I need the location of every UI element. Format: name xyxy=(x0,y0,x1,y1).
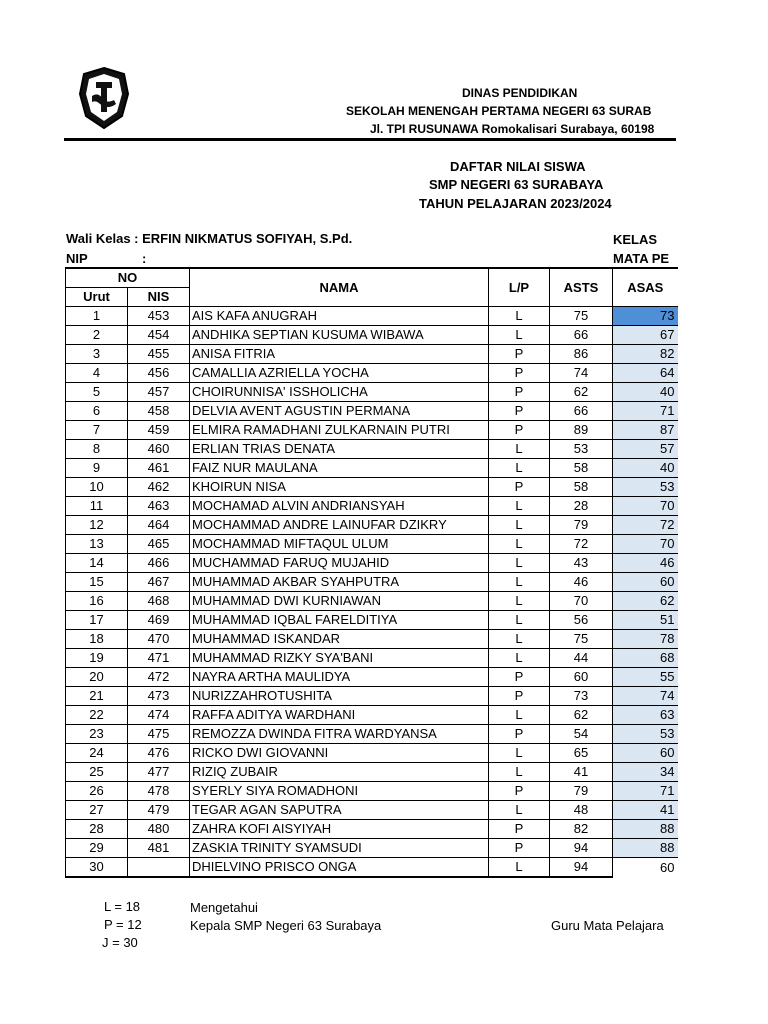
cell-asas[interactable]: 53 xyxy=(613,478,678,497)
cell-nis[interactable]: 473 xyxy=(128,687,190,706)
header-nis: NIS xyxy=(128,288,190,307)
cell-nis[interactable]: 466 xyxy=(128,554,190,573)
cell-asas[interactable]: 55 xyxy=(613,668,678,687)
table-row xyxy=(66,706,678,725)
cell-lp[interactable]: L xyxy=(489,516,550,535)
summary-female: P = 12 xyxy=(104,917,142,932)
cell-urut[interactable]: 26 xyxy=(66,782,128,801)
signature-mengetahui: Mengetahui xyxy=(190,900,258,915)
cell-asts[interactable]: 43 xyxy=(550,554,613,573)
cell-asas[interactable]: 70 xyxy=(613,535,678,554)
table-row xyxy=(66,383,678,402)
cell-urut[interactable]: 8 xyxy=(66,440,128,459)
cell-nis[interactable]: 480 xyxy=(128,820,190,839)
cell-asas[interactable]: 67 xyxy=(613,326,678,345)
cell-nis[interactable]: 476 xyxy=(128,744,190,763)
table-row xyxy=(66,725,678,744)
cell-asts[interactable]: 89 xyxy=(550,421,613,440)
table-row xyxy=(66,554,678,573)
table-row xyxy=(66,801,678,820)
cell-asas[interactable]: 46 xyxy=(613,554,678,573)
header-lp: L/P xyxy=(489,268,550,307)
cell-asts[interactable]: 56 xyxy=(550,611,613,630)
table-row xyxy=(66,535,678,554)
cell-nama[interactable]: FAIZ NUR MAULANA xyxy=(190,459,489,478)
cell-nis[interactable]: 469 xyxy=(128,611,190,630)
cell-asas[interactable]: 34 xyxy=(613,763,678,782)
cell-urut[interactable]: 1 xyxy=(66,307,128,326)
cell-nis[interactable]: 475 xyxy=(128,725,190,744)
kelas-label: KELAS xyxy=(613,232,658,247)
table-row xyxy=(66,364,678,383)
cell-nama[interactable]: REMOZZA DWINDA FITRA WARDYANSA xyxy=(190,725,489,744)
cell-nama[interactable]: DHIELVINO PRISCO ONGA xyxy=(190,858,489,878)
cell-nama[interactable]: SYERLY SIYA ROMADHONI xyxy=(190,782,489,801)
table-row xyxy=(66,516,678,535)
signature-kepala: Kepala SMP Negeri 63 Surabaya xyxy=(190,918,382,933)
grades-table-body xyxy=(66,307,678,878)
table-row xyxy=(66,573,678,592)
school-emblem-logo xyxy=(78,66,130,130)
grades-table xyxy=(65,267,678,878)
cell-nis[interactable]: 458 xyxy=(128,402,190,421)
table-row xyxy=(66,839,678,858)
cell-asas[interactable]: 88 xyxy=(613,820,678,839)
cell-asas[interactable]: 53 xyxy=(613,725,678,744)
cell-nama[interactable]: MOCHAMAD ALVIN ANDRIANSYAH xyxy=(190,497,489,516)
cell-asas[interactable]: 62 xyxy=(613,592,678,611)
cell-urut[interactable]: 2 xyxy=(66,326,128,345)
cell-lp[interactable]: L xyxy=(489,459,550,478)
cell-urut[interactable]: 7 xyxy=(66,421,128,440)
cell-asas[interactable]: 88 xyxy=(613,839,678,858)
cell-lp[interactable]: P xyxy=(489,364,550,383)
cell-urut[interactable]: 29 xyxy=(66,839,128,858)
header-urut: Urut xyxy=(66,288,128,307)
cell-nis[interactable]: 463 xyxy=(128,497,190,516)
cell-urut[interactable]: 16 xyxy=(66,592,128,611)
cell-urut[interactable]: 10 xyxy=(66,478,128,497)
cell-asts[interactable]: 53 xyxy=(550,440,613,459)
cell-urut[interactable]: 20 xyxy=(66,668,128,687)
header-nama: NAMA xyxy=(190,268,489,307)
cell-nis[interactable]: 465 xyxy=(128,535,190,554)
cell-urut[interactable]: 14 xyxy=(66,554,128,573)
nip-label: NIP xyxy=(66,251,88,266)
cell-asts[interactable]: 86 xyxy=(550,345,613,364)
table-row xyxy=(66,440,678,459)
cell-nama[interactable]: MUHAMMAD RIZKY SYA'BANI xyxy=(190,649,489,668)
cell-urut[interactable]: 3 xyxy=(66,345,128,364)
cell-asts[interactable]: 82 xyxy=(550,820,613,839)
header-asts: ASTS xyxy=(550,268,613,307)
nip-colon: : xyxy=(142,251,147,266)
cell-nama[interactable]: KHOIRUN NISA xyxy=(190,478,489,497)
cell-asts[interactable]: 62 xyxy=(550,706,613,725)
cell-asts[interactable]: 75 xyxy=(550,307,613,326)
cell-lp[interactable]: P xyxy=(489,839,550,858)
cell-lp[interactable]: L xyxy=(489,535,550,554)
cell-urut[interactable]: 11 xyxy=(66,497,128,516)
cell-nis[interactable]: 468 xyxy=(128,592,190,611)
cell-nama[interactable]: ZAHRA KOFI AISYIYAH xyxy=(190,820,489,839)
cell-urut[interactable]: 22 xyxy=(66,706,128,725)
cell-nama[interactable]: ELMIRA RAMADHANI ZULKARNAIN PUTRI xyxy=(190,421,489,440)
title-line3: TAHUN PELAJARAN 2023/2024 xyxy=(419,196,612,211)
cell-urut[interactable]: 18 xyxy=(66,630,128,649)
cell-lp[interactable]: P xyxy=(489,383,550,402)
table-row xyxy=(66,307,678,326)
header-agency: DINAS PENDIDIKAN xyxy=(462,86,578,100)
table-row xyxy=(66,421,678,440)
cell-nama[interactable]: MOCHAMMAD MIFTAQUL ULUM xyxy=(190,535,489,554)
table-row xyxy=(66,630,678,649)
cell-asas[interactable]: 41 xyxy=(613,801,678,820)
cell-nama[interactable]: MOCHAMMAD ANDRE LAINUFAR DZIKRY xyxy=(190,516,489,535)
cell-nis[interactable]: 474 xyxy=(128,706,190,725)
cell-asas[interactable]: 63 xyxy=(613,706,678,725)
cell-nama[interactable]: ZASKIA TRINITY SYAMSUDI xyxy=(190,839,489,858)
cell-nis[interactable]: 454 xyxy=(128,326,190,345)
cell-urut[interactable]: 30 xyxy=(66,858,128,878)
signature-guru: Guru Mata Pelajara xyxy=(551,918,664,933)
header-divider xyxy=(64,138,676,141)
cell-lp[interactable]: P xyxy=(489,478,550,497)
cell-lp[interactable]: P xyxy=(489,725,550,744)
table-row xyxy=(66,326,678,345)
cell-asas[interactable]: 70 xyxy=(613,497,678,516)
cell-asts[interactable]: 94 xyxy=(550,858,613,878)
cell-urut[interactable]: 27 xyxy=(66,801,128,820)
table-row xyxy=(66,345,678,364)
table-row xyxy=(66,459,678,478)
cell-urut[interactable]: 15 xyxy=(66,573,128,592)
cell-nis[interactable]: 462 xyxy=(128,478,190,497)
cell-asas[interactable]: 87 xyxy=(613,421,678,440)
header-no: NO xyxy=(66,268,190,288)
cell-nama[interactable]: TEGAR AGAN SAPUTRA xyxy=(190,801,489,820)
cell-asts[interactable]: 41 xyxy=(550,763,613,782)
cell-asas[interactable]: 60 xyxy=(613,858,678,878)
cell-nis[interactable]: 481 xyxy=(128,839,190,858)
cell-lp[interactable]: L xyxy=(489,611,550,630)
table-row xyxy=(66,611,678,630)
cell-asas[interactable]: 74 xyxy=(613,687,678,706)
cell-nis[interactable]: 453 xyxy=(128,307,190,326)
cell-asas[interactable]: 71 xyxy=(613,402,678,421)
cell-nis[interactable]: 467 xyxy=(128,573,190,592)
cell-urut[interactable]: 24 xyxy=(66,744,128,763)
cell-asts[interactable]: 70 xyxy=(550,592,613,611)
cell-nama[interactable]: MUHAMMAD AKBAR SYAHPUTRA xyxy=(190,573,489,592)
table-row xyxy=(66,687,678,706)
cell-asts[interactable]: 44 xyxy=(550,649,613,668)
cell-nama[interactable]: AIS KAFA ANUGRAH xyxy=(190,307,489,326)
cell-nama[interactable]: ERLIAN TRIAS DENATA xyxy=(190,440,489,459)
cell-nama[interactable]: MUHAMMAD DWI KURNIAWAN xyxy=(190,592,489,611)
cell-lp[interactable]: L xyxy=(489,630,550,649)
cell-urut[interactable]: 9 xyxy=(66,459,128,478)
cell-lp[interactable]: L xyxy=(489,744,550,763)
cell-lp[interactable]: L xyxy=(489,554,550,573)
cell-nis[interactable]: 457 xyxy=(128,383,190,402)
cell-urut[interactable]: 12 xyxy=(66,516,128,535)
cell-urut[interactable]: 4 xyxy=(66,364,128,383)
cell-nama[interactable]: RAFFA ADITYA WARDHANI xyxy=(190,706,489,725)
table-row xyxy=(66,820,678,839)
cell-asts[interactable]: 72 xyxy=(550,535,613,554)
cell-asts[interactable]: 46 xyxy=(550,573,613,592)
table-row xyxy=(66,497,678,516)
cell-nis[interactable]: 478 xyxy=(128,782,190,801)
cell-lp[interactable]: L xyxy=(489,497,550,516)
cell-lp[interactable]: L xyxy=(489,440,550,459)
cell-asts[interactable]: 66 xyxy=(550,326,613,345)
cell-asts[interactable]: 75 xyxy=(550,630,613,649)
cell-lp[interactable]: P xyxy=(489,668,550,687)
cell-nis[interactable]: 456 xyxy=(128,364,190,383)
summary-male: L = 18 xyxy=(104,899,141,914)
cell-lp[interactable]: L xyxy=(489,592,550,611)
cell-nama[interactable]: NURIZZAHROTUSHITA xyxy=(190,687,489,706)
table-row xyxy=(66,763,678,782)
cell-lp[interactable]: P xyxy=(489,820,550,839)
cell-asas[interactable]: 64 xyxy=(613,364,678,383)
cell-asts[interactable]: 48 xyxy=(550,801,613,820)
cell-asts[interactable]: 58 xyxy=(550,459,613,478)
cell-nis[interactable]: 461 xyxy=(128,459,190,478)
cell-asas[interactable]: 82 xyxy=(613,345,678,364)
cell-asas[interactable]: 71 xyxy=(613,782,678,801)
cell-asts[interactable]: 62 xyxy=(550,383,613,402)
cell-asas[interactable]: 68 xyxy=(613,649,678,668)
cell-asas[interactable]: 40 xyxy=(613,459,678,478)
header-address: Jl. TPI RUSUNAWA Romokalisari Surabaya, 60198 xyxy=(370,122,655,136)
cell-asas[interactable]: 73 xyxy=(613,307,678,326)
cell-lp[interactable]: L xyxy=(489,307,550,326)
cell-asts[interactable]: 94 xyxy=(550,839,613,858)
cell-asas[interactable]: 60 xyxy=(613,573,678,592)
cell-nis[interactable]: 471 xyxy=(128,649,190,668)
cell-asas[interactable]: 60 xyxy=(613,744,678,763)
cell-nama[interactable]: CAMALLIA AZRIELLA YOCHA xyxy=(190,364,489,383)
cell-nis[interactable]: 464 xyxy=(128,516,190,535)
cell-lp[interactable]: P xyxy=(489,345,550,364)
cell-lp[interactable]: P xyxy=(489,782,550,801)
cell-asts[interactable]: 79 xyxy=(550,516,613,535)
cell-nama[interactable]: ANISA FITRIA xyxy=(190,345,489,364)
cell-lp[interactable]: L xyxy=(489,801,550,820)
cell-urut[interactable]: 23 xyxy=(66,725,128,744)
header-asas: ASAS xyxy=(613,268,678,307)
title-line2: SMP NEGERI 63 SURABAYA xyxy=(429,177,604,192)
table-row xyxy=(66,649,678,668)
cell-asas[interactable]: 51 xyxy=(613,611,678,630)
cell-asts[interactable]: 79 xyxy=(550,782,613,801)
cell-lp[interactable]: P xyxy=(489,402,550,421)
cell-nama[interactable]: DELVIA AVENT AGUSTIN PERMANA xyxy=(190,402,489,421)
cell-nis[interactable]: 472 xyxy=(128,668,190,687)
table-row xyxy=(66,782,678,801)
cell-urut[interactable]: 13 xyxy=(66,535,128,554)
table-row xyxy=(66,592,678,611)
cell-nama[interactable]: CHOIRUNNISA' ISSHOLICHA xyxy=(190,383,489,402)
cell-asts[interactable]: 74 xyxy=(550,364,613,383)
cell-asts[interactable]: 60 xyxy=(550,668,613,687)
cell-nama[interactable]: RIZIQ ZUBAIR xyxy=(190,763,489,782)
cell-urut[interactable]: 21 xyxy=(66,687,128,706)
table-row xyxy=(66,478,678,497)
cell-asts[interactable]: 66 xyxy=(550,402,613,421)
cell-lp[interactable]: P xyxy=(489,687,550,706)
table-row xyxy=(66,858,678,878)
cell-asas[interactable]: 57 xyxy=(613,440,678,459)
cell-lp[interactable]: L xyxy=(489,326,550,345)
cell-urut[interactable]: 5 xyxy=(66,383,128,402)
header-school-name: SEKOLAH MENENGAH PERTAMA NEGERI 63 SURAB xyxy=(346,104,652,118)
table-row xyxy=(66,402,678,421)
title-line1: DAFTAR NILAI SISWA xyxy=(450,159,586,174)
cell-lp[interactable]: P xyxy=(489,421,550,440)
cell-nis[interactable]: 460 xyxy=(128,440,190,459)
cell-nis[interactable] xyxy=(128,858,190,878)
mapel-label: MATA PE xyxy=(613,251,670,266)
cell-asts[interactable]: 54 xyxy=(550,725,613,744)
cell-asts[interactable]: 65 xyxy=(550,744,613,763)
cell-urut[interactable]: 6 xyxy=(66,402,128,421)
cell-lp[interactable]: L xyxy=(489,763,550,782)
cell-nama[interactable]: ANDHIKA SEPTIAN KUSUMA WIBAWA xyxy=(190,326,489,345)
cell-lp[interactable]: L xyxy=(489,858,550,878)
cell-asas[interactable]: 40 xyxy=(613,383,678,402)
cell-nis[interactable]: 479 xyxy=(128,801,190,820)
cell-urut[interactable]: 25 xyxy=(66,763,128,782)
cell-lp[interactable]: L xyxy=(489,649,550,668)
cell-urut[interactable]: 17 xyxy=(66,611,128,630)
cell-nis[interactable]: 459 xyxy=(128,421,190,440)
cell-urut[interactable]: 19 xyxy=(66,649,128,668)
cell-nama[interactable]: RICKO DWI GIOVANNI xyxy=(190,744,489,763)
cell-nama[interactable]: MUHAMMAD ISKANDAR xyxy=(190,630,489,649)
cell-nis[interactable]: 470 xyxy=(128,630,190,649)
cell-lp[interactable]: L xyxy=(489,573,550,592)
cell-asts[interactable]: 73 xyxy=(550,687,613,706)
cell-asts[interactable]: 28 xyxy=(550,497,613,516)
wali-kelas: Wali Kelas : ERFIN NIKMATUS SOFIYAH, S.Pd. xyxy=(66,231,353,246)
cell-urut[interactable]: 28 xyxy=(66,820,128,839)
cell-nis[interactable]: 477 xyxy=(128,763,190,782)
cell-asas[interactable]: 78 xyxy=(613,630,678,649)
cell-lp[interactable]: L xyxy=(489,706,550,725)
cell-nama[interactable]: MUHAMMAD IQBAL FARELDITIYA xyxy=(190,611,489,630)
table-row xyxy=(66,744,678,763)
table-row xyxy=(66,668,678,687)
cell-nama[interactable]: NAYRA ARTHA MAULIDYA xyxy=(190,668,489,687)
cell-nis[interactable]: 455 xyxy=(128,345,190,364)
summary-total: J = 30 xyxy=(102,935,138,950)
cell-asts[interactable]: 58 xyxy=(550,478,613,497)
cell-asas[interactable]: 72 xyxy=(613,516,678,535)
cell-nama[interactable]: MUCHAMMAD FARUQ MUJAHID xyxy=(190,554,489,573)
